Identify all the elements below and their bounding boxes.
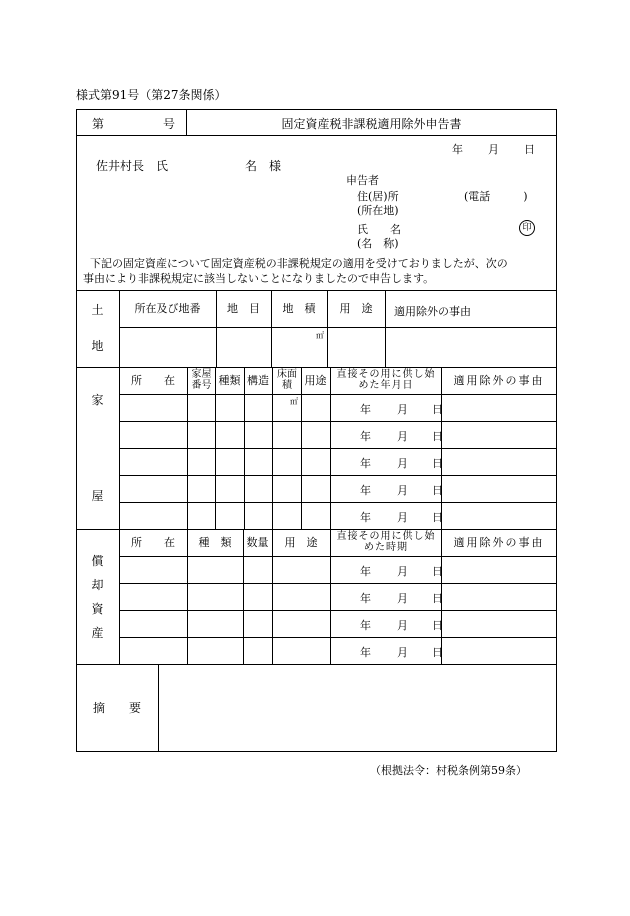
number-label-dai: 第: [92, 117, 105, 131]
depreciable-date-row-3-year: 年: [360, 619, 371, 632]
depreciable-date-row-4-day: 日: [432, 646, 443, 659]
depreciable-header-location: 所 在: [131, 535, 175, 549]
land-header-category: 地 目: [227, 301, 260, 315]
house-label-2: 屋: [91, 488, 104, 503]
house-header-floor-area: 床面積: [277, 369, 297, 391]
house-date-row-3-month: 月: [397, 457, 408, 470]
land-area-unit: ㎡: [316, 331, 324, 340]
depreciable-date-row-3-month: 月: [397, 619, 408, 632]
depreciable-date-row-4-year: 年: [360, 646, 371, 659]
house-date-row-4-day: 日: [432, 484, 443, 497]
depreciable-header-start-period: 直接その用に供し始めた時期: [336, 531, 436, 553]
depreciable-label-1: 償: [91, 553, 104, 568]
form-title: 固定資産税非課税適用除外申告書: [281, 117, 462, 131]
form-frame: [76, 109, 557, 752]
depreciable-date-row-3-day: 日: [432, 619, 443, 632]
house-date-row-4-year: 年: [360, 484, 371, 497]
depreciable-header-quantity: 数量: [246, 535, 269, 549]
depreciable-date-row-2-day: 日: [432, 592, 443, 605]
house-header-start-date: 直接その用に供し始めた年月日: [336, 369, 436, 391]
depreciable-date-row-1-year: 年: [360, 565, 371, 578]
depreciable-date-row-2-month: 月: [397, 592, 408, 605]
house-date-row-2-month: 月: [397, 430, 408, 443]
summary-label: 摘 要: [92, 700, 141, 715]
date-day: 日: [524, 143, 535, 156]
house-header-type: 種類: [218, 373, 241, 387]
applicant-location: (所在地): [357, 204, 399, 217]
land-header-use: 用 途: [339, 301, 373, 315]
depreciable-label-3: 資: [91, 601, 104, 616]
house-header-location: 所 在: [131, 373, 175, 387]
house-date-row-2-day: 日: [432, 430, 443, 443]
land-header-area: 地 積: [282, 301, 316, 315]
seal-mark: 印: [519, 220, 535, 236]
land-header-location: 所在及び地番: [134, 301, 201, 315]
house-date-row-1-day: 日: [432, 403, 443, 416]
house-date-row-3-year: 年: [360, 457, 371, 470]
depreciable-header-type: 種 類: [198, 535, 232, 549]
house-date-row-5-year: 年: [360, 511, 371, 524]
legal-basis: （根拠法令：村税条例第59条）: [370, 764, 527, 777]
land-label-1: 土: [91, 302, 104, 317]
depreciable-date-row-1-month: 月: [397, 565, 408, 578]
house-header-reason: 適用除外の事由: [453, 373, 545, 387]
depreciable-date-row-4-month: 月: [397, 646, 408, 659]
land-header-reason: 適用除外の事由: [394, 305, 471, 318]
depreciable-header-use: 用 途: [284, 535, 318, 549]
addressee-sama: 名 様: [245, 159, 282, 173]
house-header-structure: 構造: [247, 373, 269, 387]
applicant-address: 住(居)所: [357, 190, 399, 203]
house-header-use: 用途: [304, 373, 327, 387]
house-date-row-5-month: 月: [397, 511, 408, 524]
house-area-unit: ㎡: [290, 397, 298, 406]
house-label-1: 家: [91, 392, 104, 407]
date-month: 月: [488, 143, 499, 156]
number-label-go: 号: [163, 117, 176, 131]
date-year: 年: [452, 143, 463, 156]
house-date-row-4-month: 月: [397, 484, 408, 497]
house-date-row-3-day: 日: [432, 457, 443, 470]
depreciable-label-4: 産: [91, 625, 104, 640]
depreciable-label-2: 却: [91, 577, 104, 592]
applicant-name: 氏 名: [357, 223, 401, 236]
house-date-row-1-month: 月: [397, 403, 408, 416]
form-number: 様式第91号（第27条関係）: [76, 88, 227, 102]
applicant-name-alt: (名 称): [357, 237, 399, 250]
addressee-name: 佐井村長 氏: [96, 159, 169, 173]
depreciable-date-row-2-year: 年: [360, 592, 371, 605]
applicant-label: 申告者: [346, 174, 379, 187]
house-date-row-2-year: 年: [360, 430, 371, 443]
land-label-2: 地: [91, 338, 104, 353]
house-header-number: 家屋番号: [191, 369, 212, 391]
applicant-phone: (電話 ): [464, 190, 528, 203]
house-date-row-5-day: 日: [432, 511, 443, 524]
intro-line-1: 下記の固定資産について固定資産税の非課税規定の適用を受けておりましたが、次の: [90, 257, 508, 270]
intro-line-2: 事由により非課税規定に該当しないことになりましたので申告します。: [83, 272, 435, 285]
depreciable-date-row-1-day: 日: [432, 565, 443, 578]
house-date-row-1-year: 年: [360, 403, 371, 416]
depreciable-header-reason: 適用除外の事由: [453, 535, 545, 549]
